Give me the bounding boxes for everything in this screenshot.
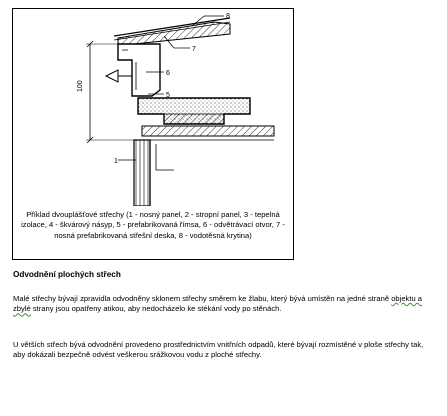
paragraph-large-roofs: U větších střech bývá odvodnění provedeno prostřednictvím vnitřních odpadů, které bývají rozmístěné v ploše střechy tak, aby dokázali bezpečně odvést veškerou srážkovou vodu z ploché střechy. — [13, 340, 424, 360]
grammar-flagged-phrase: objektu a zbylé — [13, 294, 423, 314]
roof-covering — [114, 18, 230, 44]
callout-5: 5 — [166, 92, 170, 99]
callout-7: 7 — [192, 46, 196, 53]
section-heading: Odvodnění plochých střech — [13, 270, 121, 279]
roof-detail-drawing — [14, 10, 292, 206]
vent-arrow — [106, 70, 132, 82]
paragraph-small-roofs — [13, 294, 435, 315]
callout-6: 6 — [166, 70, 170, 77]
cornice-slab — [138, 98, 250, 124]
dimension-label: 100 — [77, 80, 84, 92]
callout-1: 1 — [114, 158, 118, 165]
callout-8: 8 — [226, 13, 230, 20]
figure-caption: Příklad dvouplášťové střechy (1 - nosný panel, 2 - stropní panel, 3 - tepelná izolace, 4 - škvárový násyp, 5 - prefabrikovaná římsa, 6 - odvětrávací otvor, 7 - nosná prefabrikovaná střešní deska, 8 - vodotěsná krytina) — [21, 210, 285, 240]
ceiling-panel — [142, 126, 274, 140]
load-bearing-wall — [134, 140, 174, 206]
paragraph-text-end: strany jsou opatřeny atikou, aby nedocházelo ke stékání vody po stěnách. — [30, 304, 282, 314]
paragraph-text-start: Malé střechy bývají zpravidla odvodněny sklonem střechy směrem ke žlabu, který bývá umístěn na jedné straně — [13, 294, 392, 303]
cornice-upper — [118, 44, 160, 96]
